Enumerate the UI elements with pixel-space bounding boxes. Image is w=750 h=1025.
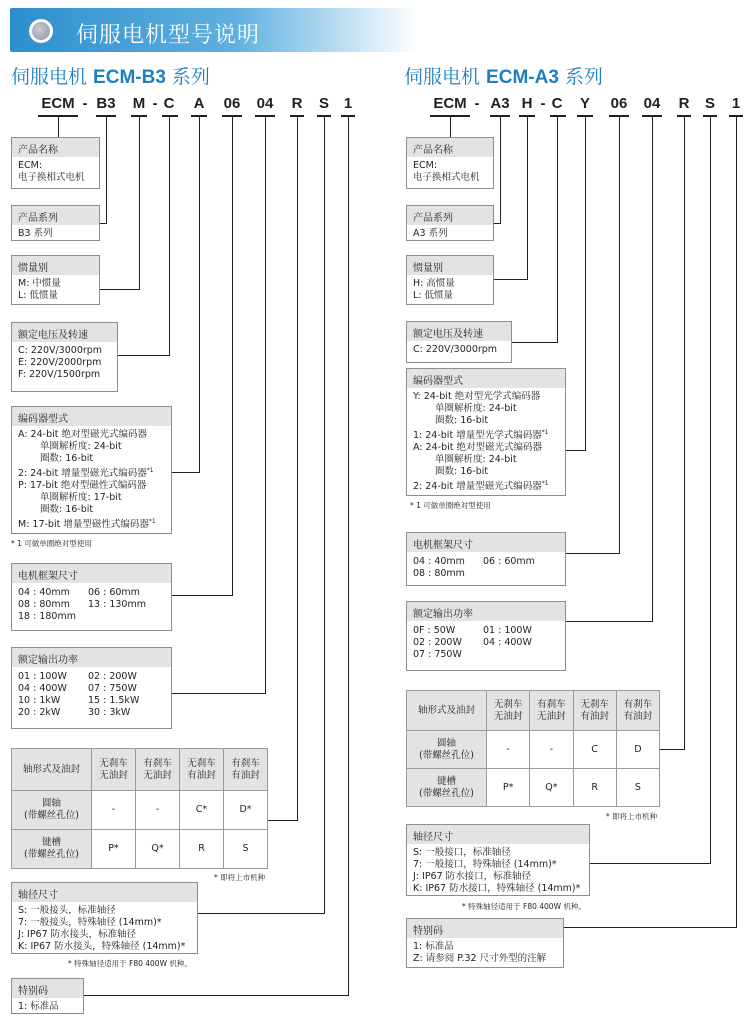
a3-code-encoder: Y bbox=[579, 95, 591, 112]
b3-encoder-note: * 1 可做单圈绝对型使用 bbox=[11, 539, 92, 548]
b3-code-dash: - bbox=[82, 95, 88, 112]
b3-special-box: 特别码 1: 标准品 bbox=[11, 978, 84, 1014]
a3-product-name-box: 产品名称 ECM: 电子换相式电机 bbox=[406, 137, 494, 189]
a3-code-series: A3 bbox=[490, 95, 510, 112]
b3-code-power: 04 bbox=[256, 95, 274, 112]
b3-code-ecm: ECM bbox=[41, 95, 75, 112]
a3-encoder-note: * 1 可做单圈绝对型使用 bbox=[410, 501, 491, 510]
a3-connector bbox=[494, 279, 528, 280]
a3-connector bbox=[684, 117, 685, 749]
a3-encoder-box: 编码器型式 Y: 24-bit 绝对型光学式编码器 单圈解析度: 24-bit 圈数: 16-bit 1: 24-bit 增量型光学式编码器$^{*1}$ A: 24-bit 绝对型磁光式编码器 单圈解析度: 24-bit 圈数: 16-bit 2: 24-bit 增量型磁光式编码器$^{*1}$ bbox=[406, 368, 566, 496]
a3-power-box: 额定输出功率 0F : 50W 01 : 100W 02 : 200W 04 : 400W 07 : 750W bbox=[406, 601, 566, 671]
a3-shaft-dia-note: * 特殊轴径适用于 F80 400W 机种。 bbox=[462, 902, 586, 911]
a3-connector bbox=[566, 621, 653, 622]
b3-connector bbox=[172, 595, 233, 596]
b3-connector bbox=[58, 117, 59, 137]
a3-connector bbox=[736, 117, 737, 927]
a3-connector bbox=[564, 927, 737, 928]
a3-code-power: 04 bbox=[643, 95, 661, 112]
b3-code-dash: - bbox=[152, 95, 158, 112]
a3-code-dash: - bbox=[540, 95, 546, 112]
b3-code-underline bbox=[162, 115, 178, 117]
b3-connector bbox=[169, 117, 170, 355]
b3-code-voltage: C bbox=[163, 95, 175, 112]
b3-series-title: 伺服电机 ECM-B3 系列 bbox=[11, 66, 210, 88]
b3-voltage-box: 额定电压及转速 C: 220V/3000rpm E: 220V/2000rpm F: 220V/1500rpm bbox=[11, 322, 118, 392]
b3-connector bbox=[139, 117, 140, 289]
a3-code-dash: - bbox=[474, 95, 480, 112]
a3-shaft-dia-box: 轴径尺寸 S: 一般接口，标准轴径 7: 一般接口，特殊轴径 (14mm)* J: IP67 防水接口，标准轴径 K: IP67 防水接口，特殊轴径 (14mm)* bbox=[406, 824, 590, 896]
b3-inertia-box: 惯量别 M: 中惯量 L: 低惯量 bbox=[11, 255, 100, 305]
b3-shaft-dia-note: * 特殊轴径适用于 F80 400W 机种。 bbox=[68, 959, 192, 968]
b3-connector bbox=[324, 117, 325, 913]
b3-product-name-box: 产品名称 ECM: 电子换相式电机 bbox=[11, 137, 100, 189]
b3-connector bbox=[232, 117, 233, 595]
a3-code-special: 1 bbox=[731, 95, 741, 112]
a3-code-frame: 06 bbox=[610, 95, 628, 112]
b3-shaft-dia-box: 轴径尺寸 S: 一般接头，标准轴径 7: 一般接头，特殊轴径 (14mm)* J: IP67 防水接头，标准轴径 K: IP67 防水接头，特殊轴径 (14mm)* bbox=[11, 882, 198, 954]
b3-shaft-table: 轴形式及油封 无刹车 无油封 有刹车 无油封 无刹车 有油封 有刹车 有油封 圆轴 (带螺丝孔位) - - C* D* 键槽 (带螺丝孔位) P* Q* R S bbox=[11, 748, 268, 869]
b3-connector bbox=[84, 995, 349, 996]
a3-shaft-note: * 即将上市机种 bbox=[606, 812, 658, 821]
b3-shaft-note: * 即将上市机种 bbox=[214, 873, 266, 882]
a3-inertia-box: 惯量别 H: 高惯量 L: 低惯量 bbox=[406, 255, 494, 305]
b3-code-frame: 06 bbox=[223, 95, 241, 112]
a3-connector bbox=[710, 117, 711, 863]
a3-code-shaft: R bbox=[678, 95, 690, 112]
b3-connector bbox=[172, 693, 266, 694]
a3-connector bbox=[566, 553, 620, 554]
b3-encoder-box: 编码器型式 A: 24-bit 绝对型磁光式编码器 单圈解析度: 24-bit 圈数: 16-bit 2: 24-bit 增量型磁光式编码器$^{*1}$ P: 17-bit 绝对型磁性式编码器 单圈解析度: 17-bit 圈数: 16-bit M: 17-bit 增量型磁性式编码器$^{*1}$ bbox=[11, 406, 172, 534]
b3-code-shaft-dia: S bbox=[318, 95, 330, 112]
b3-power-box: 额定输出功率 01 : 100W 02 : 200W 04 : 400W 07 : 750W 10 : 1kW 15 : 1.5kW 20 : 2kW 30 : 3kW bbox=[11, 647, 172, 729]
a3-code-inertia: H bbox=[521, 95, 533, 112]
a3-code-ecm: ECM bbox=[433, 95, 467, 112]
a3-series-title: 伺服电机 ECM-A3 系列 bbox=[404, 66, 603, 88]
a3-connector bbox=[652, 117, 653, 621]
a3-connector bbox=[660, 749, 685, 750]
b3-connector bbox=[297, 117, 298, 820]
a3-connector bbox=[500, 117, 501, 223]
a3-connector bbox=[494, 223, 501, 224]
b3-code-series: B3 bbox=[96, 95, 116, 112]
a3-code-voltage: C bbox=[551, 95, 563, 112]
b3-frame-box: 电机框架尺寸 04 : 40mm 06 : 60mm 08 : 80mm 13 : 130mm 18 : 180mm bbox=[11, 563, 172, 631]
b3-code-shaft: R bbox=[291, 95, 303, 112]
a3-connector bbox=[619, 117, 620, 553]
a3-shaft-table: 轴形式及油封 无刹车 无油封 有刹车 无油封 无刹车 有油封 有刹车 有油封 圆轴 (带螺丝孔位) - - C D 键槽 (带螺丝孔位) P* Q* R S bbox=[406, 690, 660, 807]
page-title: 伺服电机型号说明 bbox=[76, 23, 261, 48]
b3-connector bbox=[106, 117, 107, 223]
circle-bullet-icon bbox=[29, 19, 53, 43]
a3-connector bbox=[566, 450, 586, 451]
header-banner bbox=[10, 8, 418, 52]
a3-connector bbox=[557, 117, 558, 342]
b3-code-inertia: M bbox=[132, 95, 146, 112]
b3-connector bbox=[199, 117, 200, 472]
b3-connector bbox=[268, 820, 298, 821]
a3-frame-box: 电机框架尺寸 04 : 40mm 06 : 60mm 08 : 80mm bbox=[406, 532, 566, 586]
a3-connector bbox=[590, 863, 711, 864]
b3-connector bbox=[100, 223, 107, 224]
b3-connector bbox=[198, 913, 325, 914]
b3-connector bbox=[265, 117, 266, 693]
a3-voltage-box: 额定电压及转速 C: 220V/3000rpm bbox=[406, 321, 512, 363]
b3-connector bbox=[100, 289, 140, 290]
b3-connector bbox=[348, 117, 349, 995]
b3-code-encoder: A bbox=[193, 95, 205, 112]
a3-code-shaft-dia: S bbox=[704, 95, 716, 112]
b3-connector bbox=[172, 472, 200, 473]
a3-connector bbox=[450, 117, 451, 137]
b3-product-series-box: 产品系列 B3 系列 bbox=[11, 205, 100, 241]
a3-special-box: 特别码 1: 标准品 Z: 请参阅 P.32 尺寸外型的注解 bbox=[406, 918, 564, 968]
b3-code-special: 1 bbox=[343, 95, 353, 112]
a3-product-series-box: 产品系列 A3 系列 bbox=[406, 205, 494, 241]
b3-connector bbox=[118, 355, 170, 356]
a3-connector bbox=[527, 117, 528, 279]
a3-connector bbox=[585, 117, 586, 450]
a3-connector bbox=[512, 342, 558, 343]
a3-code-underline bbox=[550, 115, 566, 117]
